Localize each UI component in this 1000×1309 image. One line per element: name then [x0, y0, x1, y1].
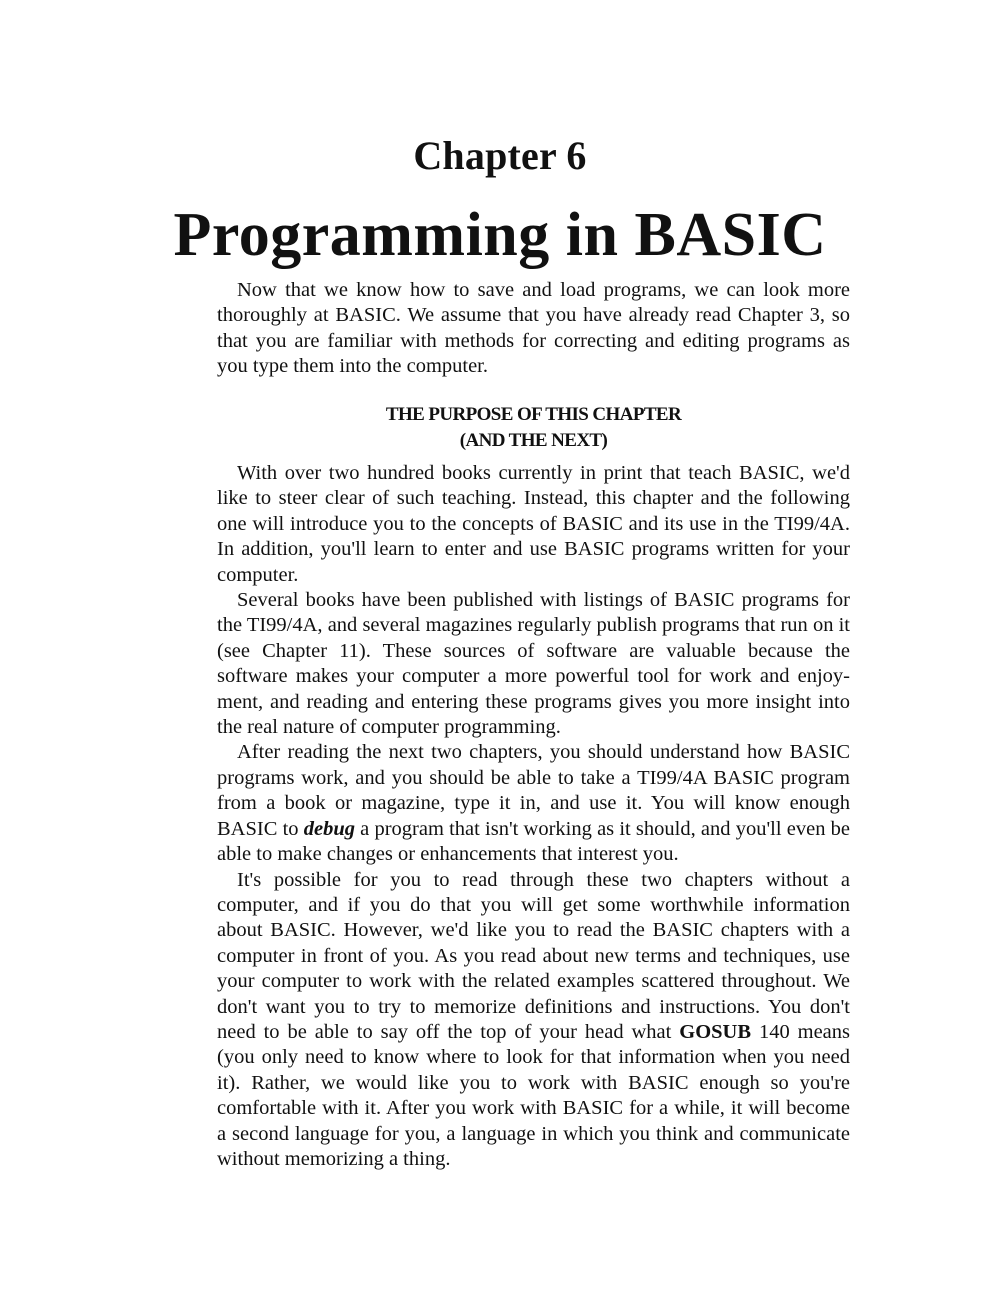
section-heading-line-2: (AND THE NEXT) [459, 430, 608, 451]
chapter-number: Chapter 6 [413, 133, 587, 178]
paragraph-3-text-b: a program that isn't working as it should, and you'll even be able to make changes or enhancements that interest you. [217, 817, 850, 866]
intro-paragraph: Now that we know how to save and load programs, we can look more thoroughly at BASIC. We assume that you have already read Chapter 3, so that you are familiar with methods for correcting and editing programs as you type them into the computer. [217, 279, 850, 378]
chapter-title: Programming in BASIC [173, 201, 827, 269]
emphasis-debug: debug [303, 817, 355, 840]
keyword-gosub: GOSUB [679, 1020, 752, 1043]
paragraph-3 [217, 740, 850, 867]
section-heading-line-1: THE PURPOSE OF THIS CHAPTER [385, 404, 682, 425]
paragraph-1: With over two hundred books currently in print that teach BASIC, we'd like to steer clear of such teaching. Instead, this chapter and the following one will introduce you to the concepts of BASIC and its use in the TI99/4A. In addition, you'll learn to enter and use BASIC programs written for your computer. [217, 462, 850, 586]
paragraph-4-text-a: It's possible for you to read through these two chapters without a computer, and if you do that you will get some worthwhile information about BASIC. However, we'd like you to read the BASIC chapters with a computer in front of you. As you read about new terms and techniques, use your computer to work with the related examples scattered throughout. We don't want you to try to memorize definitions and instructions. You don't need to be able to say off the top of your head what [217, 868, 850, 1043]
paragraph-4-text-b: 140 means (you only need to know where to look for that information when you need it). Rather, we would like you to work with BASIC enough so you're comfortable with it. After you work with BASIC for a while, it will become a second language for you, a language in which you think and communicate without memorizing a thing. [217, 1020, 850, 1170]
section-heading [217, 402, 850, 454]
paragraph-3-text-a: After reading the next two chapters, you should understand how BASIC programs work, and you should be able to take a TI99/4A BASIC program from a book or magazine, type it in, and use it. You will know enough BASIC to [217, 741, 850, 840]
body-block [217, 461, 850, 1172]
paragraph-2: Several books have been published with listings of BASIC programs for the TI99/4A, and several magazines regularly publish programs that run on it (see Chapter 11). These sources of software are valuable because the software makes your computer a more powerful tool for work and enjoyment, and reading and entering these programs gives you more insight into the real nature of computer programming. [217, 589, 850, 739]
intro-block [217, 278, 850, 380]
paragraph-4 [217, 868, 850, 1173]
